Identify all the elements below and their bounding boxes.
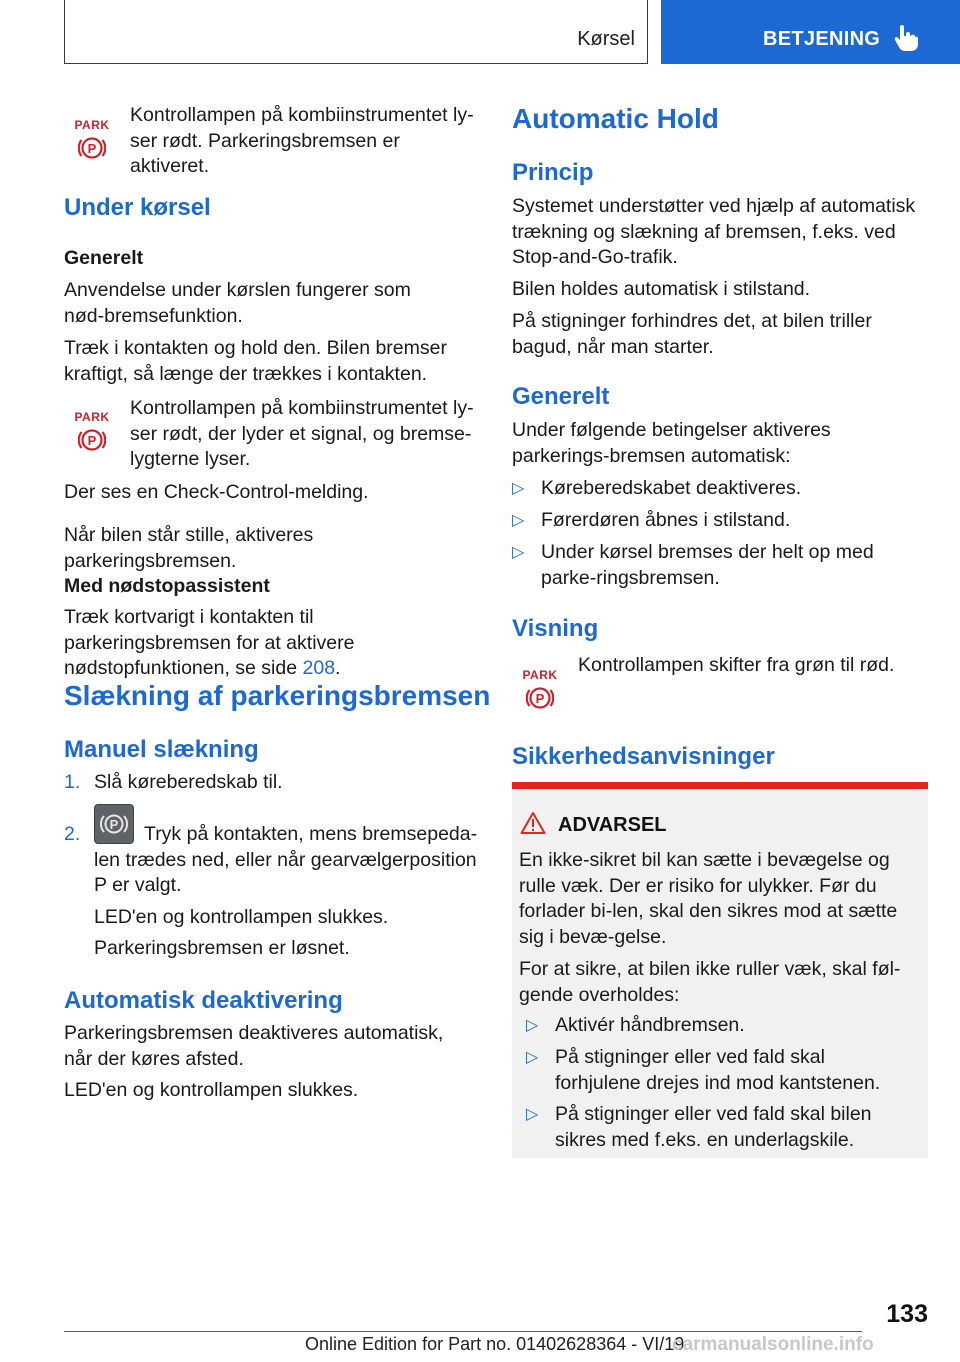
- svg-text:P: P: [87, 433, 97, 448]
- generelt-paragraph-1: Anvendelse under kørslen fungerer som nød-bremsefunktion.: [64, 279, 411, 327]
- triangle-bullet-icon: ▷: [526, 1017, 539, 1034]
- visning-text: Kontrollampen skifter fra grøn til rød.: [578, 654, 895, 676]
- emergency-indicator-text: Kontrollampen på kombiinstrumentet ly-ser rødt, der lyder et signal, og bremse-lygterne lyser.: [130, 397, 474, 470]
- warning-triangle-icon: [520, 811, 546, 835]
- stationary-text: Når bilen står stille, aktiveres parkeringsbremsen.: [64, 524, 314, 572]
- park-brake-indicator-icon: PARK P: [522, 668, 558, 706]
- automatisk-deaktivering-heading: Automatisk deaktivering: [64, 987, 343, 1014]
- slaekning-heading: Slækning af parkeringsbremsen: [64, 680, 491, 711]
- page-ref-link[interactable]: 208: [302, 657, 336, 679]
- warning-label: ADVARSEL: [558, 814, 667, 836]
- header-chapter-title: BETJENING: [763, 28, 881, 50]
- svg-text:P: P: [109, 817, 119, 832]
- bullet-item: ▷ Under kørsel bremses der helt op med parke-ringsbremsen.: [512, 541, 874, 589]
- header-section-box: [64, 0, 648, 64]
- svg-text:P: P: [535, 691, 545, 706]
- step-2: 2. P Tryk på kontakten, mens bremsepeda-len trædes ned, eller når gearvælgerposition P er valgt. LED'en og kontrollampen slukkes. Parkeringsbremsen er løsnet.: [64, 822, 482, 962]
- warning-item: ▷ På stigninger eller ved fald skal forhjulene drejes ind mod kantstenen.: [526, 1046, 881, 1094]
- generelt-paragraph: Under følgende betingelser aktiveres parkerings-bremsen automatisk:: [512, 419, 831, 467]
- warning-item: ▷ På stigninger eller ved fald skal bilen sikres med f.eks. en underlagskile.: [526, 1103, 872, 1151]
- triangle-bullet-icon: ▷: [512, 512, 525, 529]
- park-brake-indicator-icon: PARK P: [74, 410, 110, 448]
- generelt-paragraph-2: Træk i kontakten og hold den. Bilen bremser kraftigt, så længe der trækkes i kontakten.: [64, 337, 447, 385]
- princip-paragraph-3: På stigninger forhindres det, at bilen triller bagud, når man starter.: [512, 310, 872, 358]
- manuel-slaekning-heading: Manuel slækning: [64, 736, 259, 763]
- park-brake-indicator-icon: PARK P: [74, 118, 110, 156]
- triangle-bullet-icon: ▷: [526, 1049, 539, 1066]
- triangle-bullet-icon: ▷: [512, 480, 525, 497]
- princip-heading: Princip: [512, 159, 594, 186]
- under-koersel-heading: Under kørsel: [64, 194, 211, 221]
- auto-deactivation-paragraph-1: Parkeringsbremsen deaktiveres automatisk, når der køres afsted.: [64, 1022, 444, 1070]
- nodstop-subheading: Med nødstopassistent: [64, 575, 270, 597]
- svg-text:P: P: [87, 141, 97, 156]
- step-1: 1. Slå køreberedskab til.: [64, 771, 283, 793]
- pointing-hand-icon: [893, 24, 919, 52]
- princip-paragraph-2: Bilen holdes automatisk i stilstand.: [512, 278, 811, 300]
- header-section-title: Kørsel: [577, 28, 635, 50]
- bullet-item: ▷ Køreberedskabet deaktiveres.: [512, 476, 930, 502]
- warning-paragraph-2: For at sikre, at bilen ikke ruller væk, skal føl-gende overholdes:: [519, 958, 901, 1006]
- nodstop-paragraph: Træk kortvarigt i kontakten til parkeringsbremsen for at aktivere nødstopfunktionen, se side 208.: [64, 606, 355, 679]
- generelt-subheading: Generelt: [64, 247, 144, 269]
- check-control-text: Der ses en Check-Control-melding.: [64, 481, 369, 503]
- sikkerhedsanvisninger-heading: Sikkerhedsanvisninger: [512, 743, 775, 770]
- edition-text: Online Edition for Part no. 01402628364 - VI/19: [305, 1334, 685, 1354]
- generelt-heading: Generelt: [512, 383, 610, 410]
- warning-paragraph-1: En ikke-sikret bil kan sætte i bevægelse og rulle væk. Der er risiko for ulykker. Før du forlader bi-len, skal den sikres mod at sætte sig i bevæ-gelse.: [519, 849, 898, 948]
- footer-rule: [64, 1331, 862, 1332]
- parking-brake-switch-icon: [94, 804, 134, 844]
- visning-heading: Visning: [512, 615, 599, 642]
- intro-indicator-text: Kontrollampen på kombiinstrumentet ly-ser rødt. Parkeringsbremsen er aktiveret.: [130, 104, 474, 177]
- page-number: 133: [886, 1300, 928, 1328]
- triangle-bullet-icon: ▷: [526, 1106, 539, 1123]
- triangle-bullet-icon: ▷: [512, 544, 525, 561]
- watermark-text: carmanualsonline.info: [672, 1334, 874, 1355]
- warning-box: [512, 782, 928, 1158]
- warning-item: ▷ Aktivér håndbremsen.: [512, 1013, 922, 1039]
- automatic-hold-title: Automatic Hold: [512, 103, 719, 134]
- auto-deactivation-paragraph-2: LED'en og kontrollampen slukkes.: [64, 1079, 359, 1101]
- header-chapter-tab: [661, 0, 960, 64]
- princip-paragraph-1: Systemet understøtter ved hjælp af automatisk trækning og slækning af bremsen, f.eks. ved Stop-and-Go-trafik.: [512, 195, 916, 268]
- bullet-item: ▷ Førerdøren åbnes i stilstand.: [512, 508, 930, 534]
